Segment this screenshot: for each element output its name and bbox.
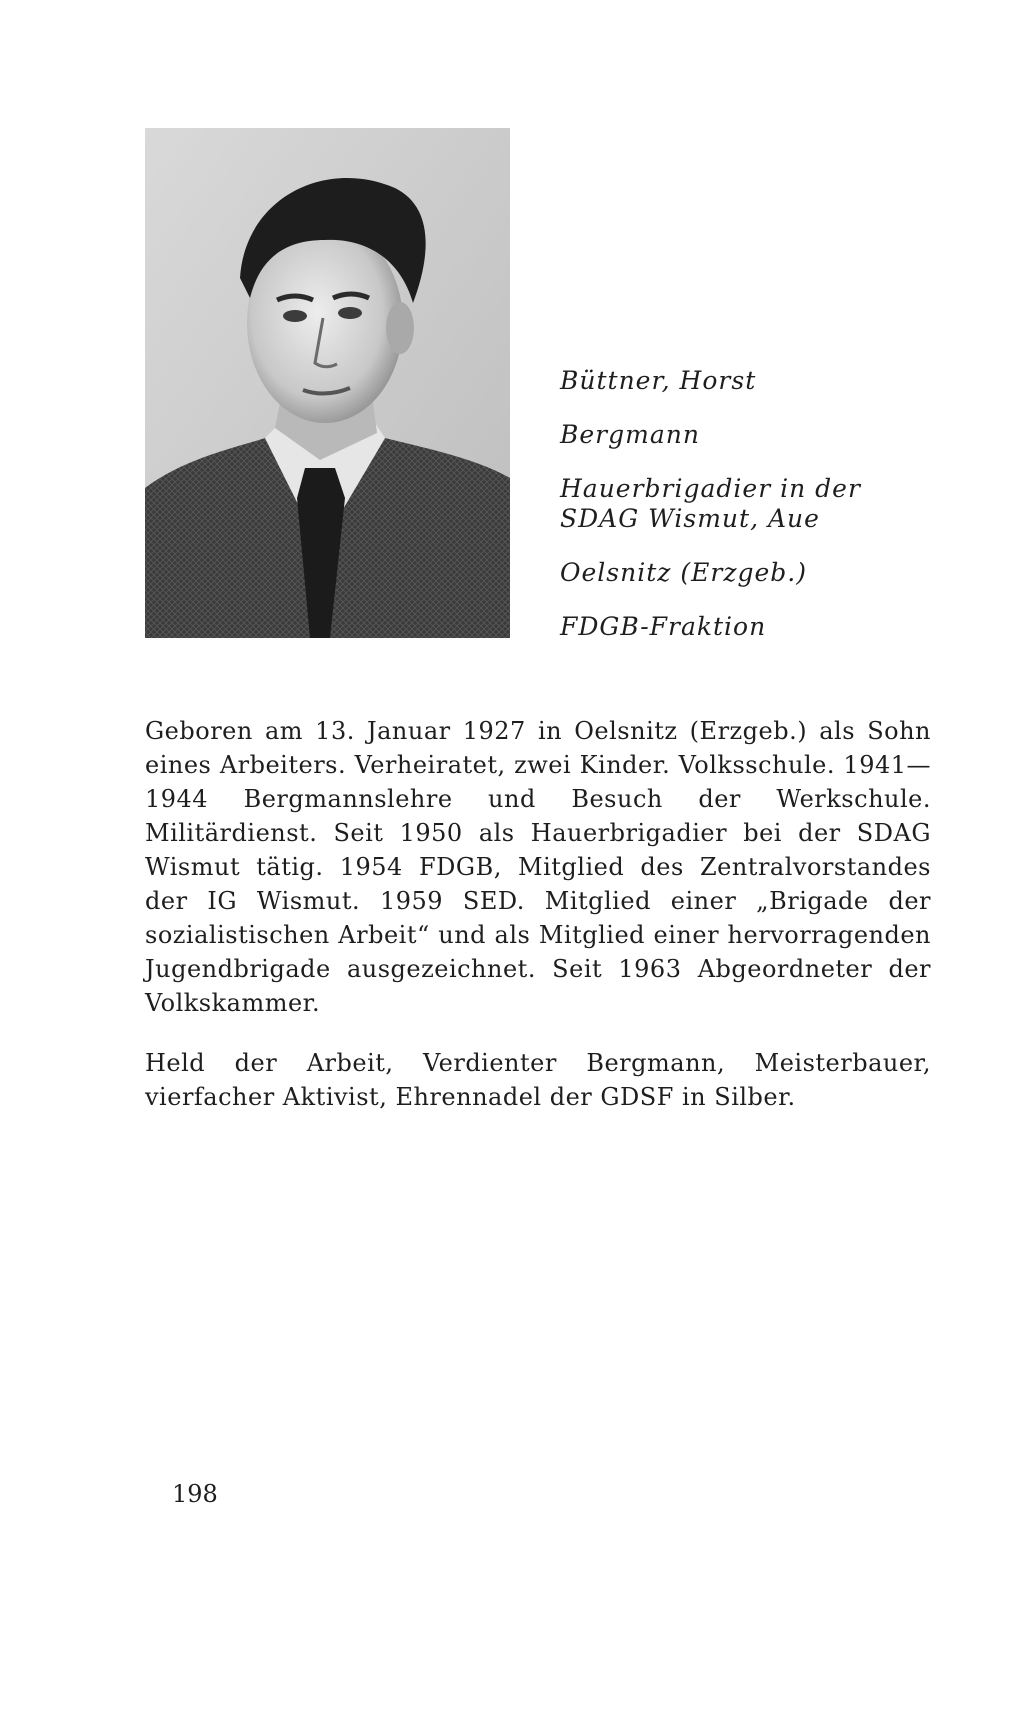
person-place: Oelsnitz (Erzgeb.) [560,558,808,587]
person-profession: Bergmann [560,420,700,449]
person-name: Büttner, Horst [560,366,757,395]
portrait-photo [145,128,510,638]
biography-paragraph-1: Geboren am 13. Januar 1927 in Oelsnitz (Erzgeb.) als Sohn eines Arbeiters. Verheiratet, zwei Kinder. Volksschule. 1941—1944 Bergmannslehre und Besuch der Werkschule. Militärdienst. Seit 1950 als Hauerbrigadier bei der SDAG Wismut tätig. 1954 FDGB, Mitglied des Zentralvorstandes der IG Wismut. 1959 SED. Mitglied einer „Brigade der sozialistischen Arbeit“ und als Mitglied einer hervorragenden Jugendbrigade ausgezeichnet. Seit 1963 Abgeordneter der Volkskammer. [145,717,931,1017]
biography [145,714,931,1140]
person-faction: FDGB-Fraktion [560,612,767,641]
page-number: 198 [172,1480,218,1508]
biography-paragraph-2: Held der Arbeit, Verdienter Bergmann, Meisterbauer, vierfacher Aktivist, Ehrennadel der GDSF in Silber. [145,1049,931,1111]
person-position-line1: Hauerbrigadier in der [560,474,861,503]
portrait-icon [145,128,510,638]
caption-block [560,366,980,666]
person-position-line2: SDAG Wismut, Aue [560,504,820,533]
